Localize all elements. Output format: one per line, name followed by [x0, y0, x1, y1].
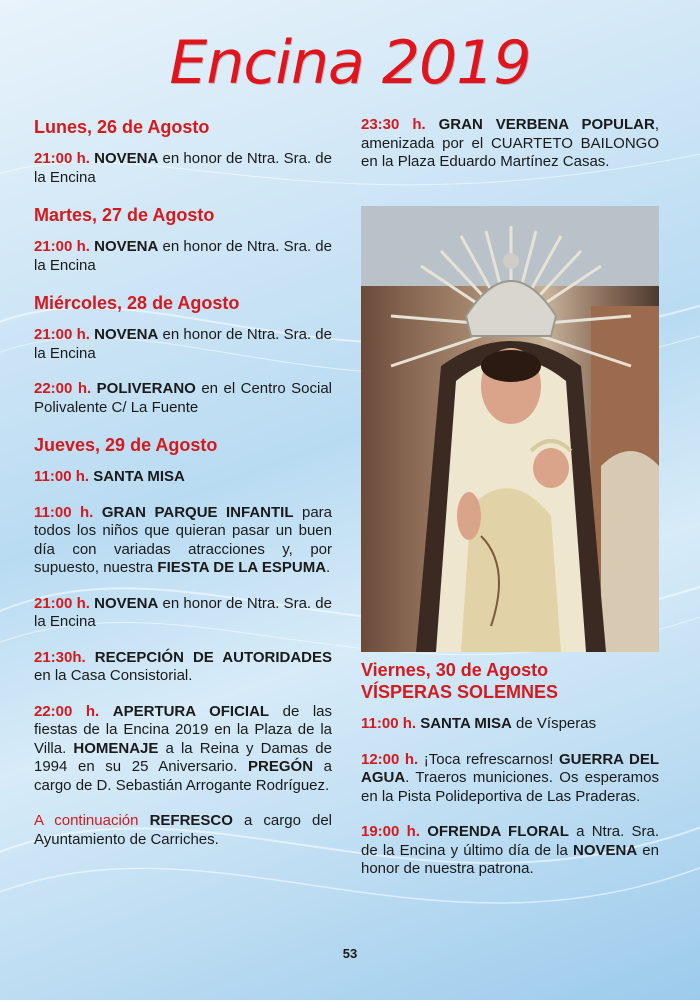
- left-column: [34, 116, 332, 866]
- event-time: 21:30h.: [34, 648, 86, 666]
- page-number: 53: [342, 946, 358, 961]
- event-text: , amenizada por el CUARTETO BAILONGO en la Plaza Eduardo Martínez Casas.: [361, 116, 659, 170]
- event-name: NOVENA: [94, 594, 159, 612]
- event-text: en honor de Ntra. Sra. de la Encina: [34, 150, 332, 186]
- event-jueves-refresco: [34, 812, 332, 849]
- event-text: ¡Toca refrescarnos!: [418, 750, 560, 768]
- event-text: a la Reina y Damas de 1994 en su 25 Aniversario.: [34, 739, 332, 775]
- event-name: SANTA MISA: [93, 468, 185, 485]
- event-time: 21:00 h.: [34, 238, 90, 255]
- right-column-top: [361, 116, 659, 189]
- event-text: en honor de Ntra. Sra. de la Encina: [34, 238, 332, 274]
- event-time: 21:00 h.: [34, 150, 90, 167]
- event-name: NOVENA: [94, 238, 159, 255]
- event-time: 22:00 h.: [34, 702, 100, 720]
- event-text: en la Casa Consistorial.: [34, 667, 193, 684]
- event-jueves-apertura: [34, 703, 332, 796]
- event-name: APERTURA OFICIAL: [112, 702, 270, 720]
- event-text-end: .: [326, 559, 331, 576]
- event-name: GRAN PARQUE INFANTIL: [101, 503, 294, 521]
- event-time: 21:00 h.: [34, 594, 90, 612]
- event-highlight: FIESTA DE LA ESPUMA: [157, 559, 327, 576]
- event-name: RECEPCIÓN DE AUTORIDADES: [94, 648, 333, 666]
- event-name: NOVENA: [94, 150, 159, 167]
- event-jueves-parque: [34, 504, 332, 578]
- day-subheading-visperas: VÍSPERAS SOLEMNES: [361, 682, 559, 702]
- event-viernes-ofrenda: [361, 823, 659, 879]
- day-heading-miercoles: Miércoles, 28 de Agosto: [34, 293, 240, 313]
- event-miercoles-novena: [34, 326, 332, 363]
- event-text: en honor de Ntra. Sra. de la Encina: [34, 594, 332, 630]
- event-text: para todos los niños que quieran pasar un buen día con variadas atracciones y, por supuesto, nuestra: [34, 503, 332, 576]
- event-jueves-novena: [34, 595, 332, 632]
- event-text: en el Centro Social Polivalente C/ La Fuente: [34, 380, 332, 416]
- event-lunes-novena: [34, 150, 332, 187]
- event-name: GUERRA DEL AGUA: [361, 750, 659, 786]
- event-martes-novena: [34, 238, 332, 275]
- event-verbena: [361, 116, 659, 172]
- day-heading-viernes-block: [361, 659, 659, 703]
- event-miercoles-poliverano: [34, 380, 332, 417]
- event-viernes-guerra-agua: [361, 751, 659, 807]
- day-heading-lunes: Lunes, 26 de Agosto: [34, 117, 210, 137]
- event-time: 19:00 h.: [361, 823, 420, 840]
- day-heading-jueves: Jueves, 29 de Agosto: [34, 435, 218, 455]
- event-jueves-misa: [34, 468, 332, 487]
- event-name: SANTA MISA: [420, 715, 512, 732]
- event-jueves-recepcion: [34, 649, 332, 686]
- event-text: . Traeros municiones. Os esperamos en la Pista Polideportiva de Las Praderas.: [361, 769, 659, 805]
- event-time: 23:30 h.: [361, 116, 426, 133]
- event-time: 11:00 h.: [34, 503, 94, 521]
- event-name: POLIVERANO: [96, 380, 196, 397]
- event-intro: A continuación: [34, 812, 150, 829]
- event-name: NOVENA: [94, 326, 159, 343]
- event-name: REFRESCO: [149, 812, 233, 829]
- virgin-statue-photo: [361, 206, 659, 652]
- event-text: de las fiestas de la Encina 2019 en la Plaza de la Villa.: [34, 702, 332, 757]
- day-heading-martes: Martes, 27 de Agosto: [34, 205, 215, 225]
- event-time: 12:00 h.: [361, 750, 419, 768]
- event-time: 11:00 h.: [34, 468, 90, 485]
- right-column-bottom: [361, 715, 659, 896]
- page-title: Encina 2019: [169, 28, 531, 98]
- event-text: a cargo del Ayuntamiento de Carriches.: [34, 812, 332, 848]
- event-time: 21:00 h.: [34, 326, 90, 343]
- event-time: 22:00 h.: [34, 380, 92, 397]
- event-highlight-homenaje: HOMENAJE: [73, 739, 159, 757]
- event-viernes-misa: [361, 715, 659, 734]
- event-time: 11:00 h.: [361, 715, 417, 732]
- day-heading-viernes: Viernes, 30 de Agosto: [361, 660, 549, 680]
- event-text: de Vísperas: [511, 715, 597, 732]
- event-name: OFRENDA FLORAL: [427, 823, 569, 840]
- event-text: en honor de nuestra patrona.: [361, 841, 659, 877]
- event-text: en honor de Ntra. Sra. de la Encina: [34, 326, 332, 362]
- event-highlight-novena: NOVENA: [572, 841, 638, 859]
- event-name: GRAN VERBENA POPULAR: [438, 116, 655, 133]
- event-highlight-pregon: PREGÓN: [248, 758, 314, 775]
- event-text: a Ntra. Sra. de la Encina y último día de la: [361, 823, 659, 859]
- event-text: a cargo de D. Sebastián Arrogante Rodríguez.: [34, 758, 332, 794]
